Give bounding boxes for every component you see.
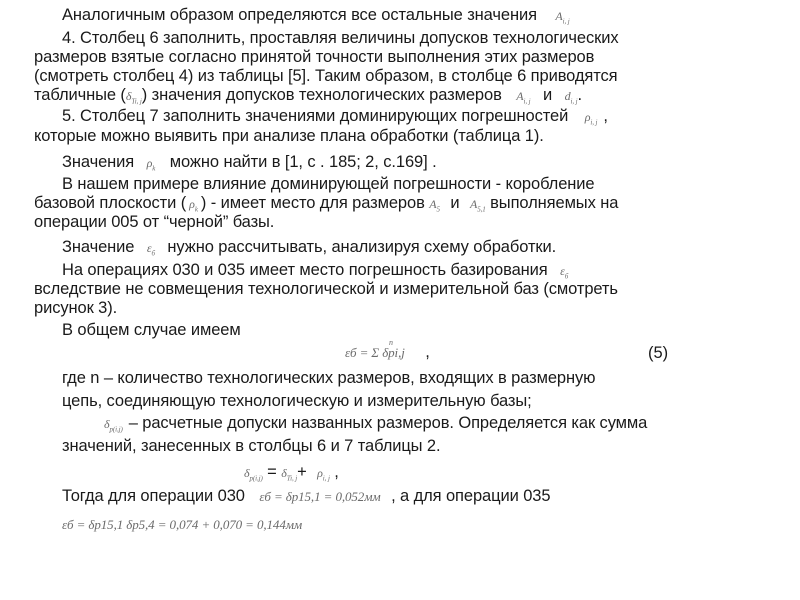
text-line	[62, 514, 302, 535]
text-line: которые можно выявить при анализе плана обработки (таблица 1).	[34, 127, 544, 145]
text-line: размеров взятые согласно принятой точности выполнения этих размеров	[34, 48, 595, 66]
text-line: 4. Столбец 6 заполнить, проставляя величины допусков технологических	[62, 29, 619, 47]
formula-delta-t: $\delta_{Ti, j}$	[281, 466, 298, 483]
sum-limit: n	[389, 338, 393, 347]
formula-a-ij: $A_{i, j}$	[555, 9, 570, 26]
formula-op-030: εб = δp15,1 = 0,052мм	[259, 489, 381, 504]
formula-delta-t: $\delta_{Ti, j}$	[125, 89, 142, 106]
text-line: 5. Столбец 7 заполнить значениями доминирующих погрешностей $\rho_{i, j}$ ,	[62, 106, 608, 132]
text-line: Тогда для операции 030 εб = δp15,1 = 0,052мм , а для операции 035	[62, 487, 551, 505]
formula-op-035: εб = δp15,1 δp5,4 = 0,074 + 0,070 = 0,144мм	[62, 517, 303, 532]
formula-eps-b: $\varepsilon_б$	[146, 241, 155, 258]
text-line: значений, занесенных в столбцы 6 и 7 таблицы 2.	[62, 437, 441, 455]
formula-eps-b: $\varepsilon_б$	[560, 264, 569, 281]
formula-delta-p: $\delta_{p(i,j)}$	[104, 417, 123, 434]
formula-delta-p: $\delta_{p(i,j)}$	[244, 466, 263, 483]
text-line: рисунок 3).	[34, 299, 118, 317]
text-line: где n – количество технологических размеров, входящих в размерную	[62, 369, 596, 387]
text-line: табличные $(\delta_{Ti, j})$ значения допусков технологических размеров $A_{i, j}$ и $d_{i, j}$.	[34, 85, 582, 111]
text-line: Значение $\varepsilon_б$ нужно рассчитывать, анализируя схему обработки.	[62, 237, 556, 263]
text-line: $\delta_{p(i,j)} = \delta_{Ti, j}+ \rho_{i, j}$ ,	[244, 462, 339, 488]
text-line: цепь, соединяющую технологическую и измерительную базы;	[62, 392, 532, 410]
text-line: На операциях 030 и 035 имеет место погрешность базирования $\varepsilon_б$	[62, 260, 568, 286]
text-line: $\delta_{p(i,j)}$ – расчетные допуски названных размеров. Определяется как сумма	[104, 413, 647, 439]
formula-a5: $A_5$	[429, 197, 440, 214]
formula-rho-k: $\rho_k$	[146, 156, 156, 173]
text-line: вследствие не совмещения технологической и измерительной баз (смотреть	[34, 280, 618, 298]
formula-d-ij: $d_{i, j}$	[564, 89, 578, 106]
formula-a-ij: $A_{i, j}$	[516, 89, 531, 106]
text-line: базовой плоскости ( $\rho_k$ ) - имеет место для размеров $A_5$ и $A_{5,1}$ выполняемых на	[34, 193, 618, 219]
text-line: Значения $\rho_k$ можно найти в [1, с . 185; 2, с.169] .	[62, 152, 437, 178]
equation-number: (5)	[648, 344, 669, 362]
text-line: В нашем примере влияние доминирующей погрешности - коробление	[62, 175, 595, 193]
formula-sum: εб = Σ δpi,j	[345, 345, 405, 360]
text-line: (смотреть столбец 4) из таблицы [5]. Таким образом, в столбце 6 приводятся	[34, 67, 618, 85]
text-line: В общем случае имеем	[62, 321, 241, 339]
formula-rho-ij: $\rho_{i, j}$	[317, 466, 330, 483]
equation-5: εб = Σ δpi,j n ,	[345, 342, 430, 363]
text: Аналогичным образом определяются все остальные значения	[62, 6, 537, 24]
formula-rho-ij: $\rho_{i, j}$	[584, 110, 598, 127]
text-line: операции 005 от “черной” базы.	[34, 213, 275, 231]
formula-a5-1: $A_{5,1}$	[469, 197, 486, 214]
formula-rho-k: $\rho_k$	[189, 197, 198, 214]
